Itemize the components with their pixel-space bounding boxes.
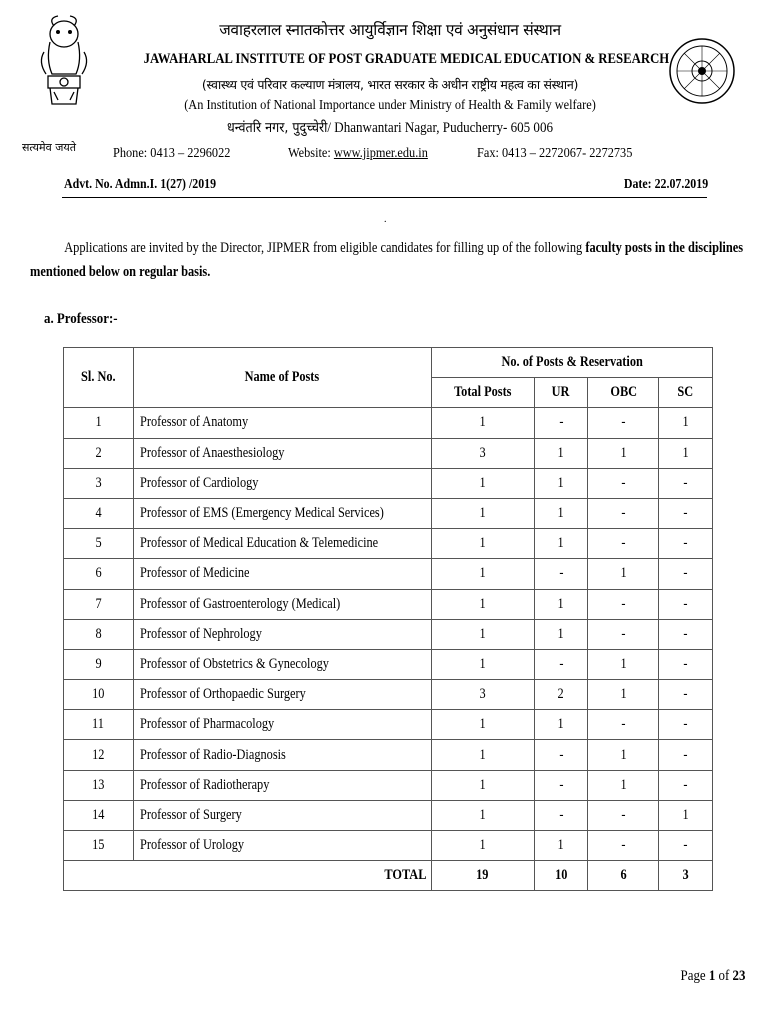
cell-total-posts: 1 — [431, 831, 534, 861]
table-row — [64, 619, 713, 649]
cell-sl-no: 8 — [64, 619, 134, 649]
cell-post-name: Professor of Anatomy — [133, 408, 431, 438]
cell-sl-no: 9 — [64, 649, 134, 679]
table-header-row — [64, 348, 713, 378]
table-row — [64, 710, 713, 740]
cell-post-name: Professor of Obstetrics & Gynecology — [133, 649, 431, 679]
total-obc-cell: 6 — [588, 861, 659, 891]
cell-sl-no: 5 — [64, 529, 134, 559]
cell-sc: - — [659, 831, 713, 861]
cell-obc: - — [588, 800, 659, 830]
emblem-motto: सत्यमेव जयते — [22, 141, 77, 154]
cell-obc: - — [588, 529, 659, 559]
cell-obc: - — [588, 498, 659, 528]
cell-total-posts: 1 — [431, 649, 534, 679]
cell-sl-no: 13 — [64, 770, 134, 800]
header-sl-no: Sl. No. — [64, 348, 134, 408]
cell-total-posts: 1 — [431, 710, 534, 740]
address-hindi: धन्वंतरि नगर, पुदुच्चेरी — [226, 120, 328, 136]
cell-sl-no: 10 — [64, 680, 134, 710]
header-total-posts: Total Posts — [431, 378, 534, 408]
intro-bold-text: faculty posts in the disciplines mentioned below on regular basis. — [30, 240, 744, 280]
cell-ur: 1 — [534, 498, 588, 528]
header-obc: OBC — [588, 378, 659, 408]
cell-ur: - — [534, 800, 588, 830]
cell-sc: - — [659, 589, 713, 619]
address-line — [138, 118, 642, 137]
cell-ur: - — [534, 770, 588, 800]
intro-paragraph — [30, 236, 748, 284]
cell-post-name: Professor of Cardiology — [133, 468, 431, 498]
website-link[interactable]: www.jipmer.edu.in — [333, 146, 428, 161]
cell-total-posts: 1 — [431, 619, 534, 649]
cell-ur: 1 — [534, 468, 588, 498]
cell-sl-no: 4 — [64, 498, 134, 528]
cell-post-name: Professor of EMS (Emergency Medical Services) — [133, 498, 431, 528]
cell-obc: - — [588, 831, 659, 861]
cell-ur: 1 — [534, 438, 588, 468]
cell-sc: - — [659, 468, 713, 498]
cell-total-posts: 1 — [431, 468, 534, 498]
cell-ur: 1 — [534, 619, 588, 649]
cell-total-posts: 1 — [431, 589, 534, 619]
dot-mark: . — [384, 214, 387, 225]
cell-total-posts: 1 — [431, 770, 534, 800]
cell-sc: - — [659, 649, 713, 679]
table-row — [64, 589, 713, 619]
cell-obc: 1 — [588, 770, 659, 800]
cell-sl-no: 15 — [64, 831, 134, 861]
table-row — [64, 831, 713, 861]
institute-name-english: JAWAHARLAL INSTITUTE OF POST GRADUATE MEDICAL EDUCATION & RESEARCH — [143, 51, 670, 67]
total-ur-cell: 10 — [534, 861, 588, 891]
cell-post-name: Professor of Medical Education & Telemedicine — [133, 529, 431, 559]
table-row — [64, 408, 713, 438]
cell-sl-no: 12 — [64, 740, 134, 770]
table-row — [64, 770, 713, 800]
cell-obc: 1 — [588, 680, 659, 710]
institute-name-hindi: जवाहरलाल स्नातकोत्तर आयुर्विज्ञान शिक्षा एवं अनुसंधान संस्थान — [219, 21, 561, 39]
total-sc-cell: 3 — [659, 861, 713, 891]
cell-sc: 1 — [659, 438, 713, 468]
cell-sl-no: 14 — [64, 800, 134, 830]
table-row — [64, 529, 713, 559]
cell-total-posts: 1 — [431, 529, 534, 559]
cell-sc: 1 — [659, 800, 713, 830]
cell-post-name: Professor of Medicine — [133, 559, 431, 589]
cell-post-name: Professor of Urology — [133, 831, 431, 861]
table-row — [64, 438, 713, 468]
table-row — [64, 649, 713, 679]
cell-sc: - — [659, 770, 713, 800]
table-row — [64, 740, 713, 770]
ministry-line-hindi: (स्वास्थ्य एवं परिवार कल्याण मंत्रालय, भारत सरकार के अधीन राष्ट्रीय महत्व का संस्थान) — [201, 77, 579, 92]
header-ur: UR — [534, 378, 588, 408]
table-row — [64, 468, 713, 498]
cell-total-posts: 1 — [431, 740, 534, 770]
cell-sc: - — [659, 498, 713, 528]
cell-post-name: Professor of Anaesthesiology — [133, 438, 431, 468]
cell-sc: - — [659, 680, 713, 710]
cell-obc: - — [588, 408, 659, 438]
phone-number: Phone: 0413 – 2296022 — [113, 146, 231, 161]
cell-total-posts: 3 — [431, 438, 534, 468]
cell-sl-no: 2 — [64, 438, 134, 468]
website-line — [288, 146, 428, 162]
cell-total-posts: 1 — [431, 408, 534, 438]
cell-ur: 2 — [534, 680, 588, 710]
cell-ur: - — [534, 740, 588, 770]
cell-sc: - — [659, 559, 713, 589]
header-name-of-posts: Name of Posts — [133, 348, 431, 408]
cell-obc: - — [588, 710, 659, 740]
cell-sc: - — [659, 710, 713, 740]
cell-obc: 1 — [588, 649, 659, 679]
cell-post-name: Professor of Gastroenterology (Medical) — [133, 589, 431, 619]
institution-line: (An Institution of National Importance under Ministry of Health & Family welfare) — [184, 98, 596, 113]
cell-sc: 1 — [659, 408, 713, 438]
cell-obc: - — [588, 589, 659, 619]
cell-post-name: Professor of Radio-Diagnosis — [133, 740, 431, 770]
total-blank-cell — [64, 861, 134, 891]
header-posts-reservation: No. of Posts & Reservation — [431, 348, 712, 378]
cell-post-name: Professor of Surgery — [133, 800, 431, 830]
table-row — [64, 559, 713, 589]
cell-total-posts: 1 — [431, 559, 534, 589]
cell-ur: - — [534, 559, 588, 589]
page-number: Page 1 of 23 — [680, 968, 745, 984]
fax-number: Fax: 0413 – 2272067- 2272735 — [477, 146, 633, 161]
cell-ur: 1 — [534, 710, 588, 740]
cell-sc: - — [659, 619, 713, 649]
cell-ur: 1 — [534, 529, 588, 559]
cell-sl-no: 6 — [64, 559, 134, 589]
advertisement-number: Advt. No. Admn.I. 1(27) /2019 — [64, 177, 217, 192]
cell-sl-no: 1 — [64, 408, 134, 438]
table-row — [64, 800, 713, 830]
cell-ur: - — [534, 408, 588, 438]
cell-obc: - — [588, 619, 659, 649]
cell-sl-no: 7 — [64, 589, 134, 619]
intro-text: Applications are invited by the Director, JIPMER from eligible candidates for filling up of the following — [64, 240, 586, 256]
cell-ur: 1 — [534, 831, 588, 861]
cell-post-name: Professor of Orthopaedic Surgery — [133, 680, 431, 710]
total-posts-cell: 19 — [431, 861, 534, 891]
cell-total-posts: 1 — [431, 498, 534, 528]
section-title: a. Professor:- — [44, 311, 118, 327]
cell-sc: - — [659, 740, 713, 770]
cell-sc: - — [659, 529, 713, 559]
cell-post-name: Professor of Radiotherapy — [133, 770, 431, 800]
table-body — [64, 408, 713, 861]
cell-obc: 1 — [588, 559, 659, 589]
address-english: / Dhanwantari Nagar, Puducherry- 605 006 — [327, 120, 553, 136]
cell-post-name: Professor of Nephrology — [133, 619, 431, 649]
cell-obc: 1 — [588, 740, 659, 770]
cell-total-posts: 1 — [431, 800, 534, 830]
cell-total-posts: 3 — [431, 680, 534, 710]
total-label-cell: TOTAL — [133, 861, 431, 891]
cell-ur: 1 — [534, 589, 588, 619]
website-label: Website: — [288, 146, 334, 161]
header-sc: SC — [659, 378, 713, 408]
header-divider — [62, 197, 707, 198]
cell-post-name: Professor of Pharmacology — [133, 710, 431, 740]
table-row — [64, 498, 713, 528]
table-row — [64, 680, 713, 710]
professor-posts-table — [63, 347, 713, 891]
cell-obc: 1 — [588, 438, 659, 468]
cell-sl-no: 3 — [64, 468, 134, 498]
table-total-row — [64, 861, 713, 891]
jipmer-seal-logo — [668, 28, 736, 114]
cell-obc: - — [588, 468, 659, 498]
advertisement-date: Date: 22.07.2019 — [623, 177, 708, 192]
cell-ur: - — [534, 649, 588, 679]
cell-sl-no: 11 — [64, 710, 134, 740]
